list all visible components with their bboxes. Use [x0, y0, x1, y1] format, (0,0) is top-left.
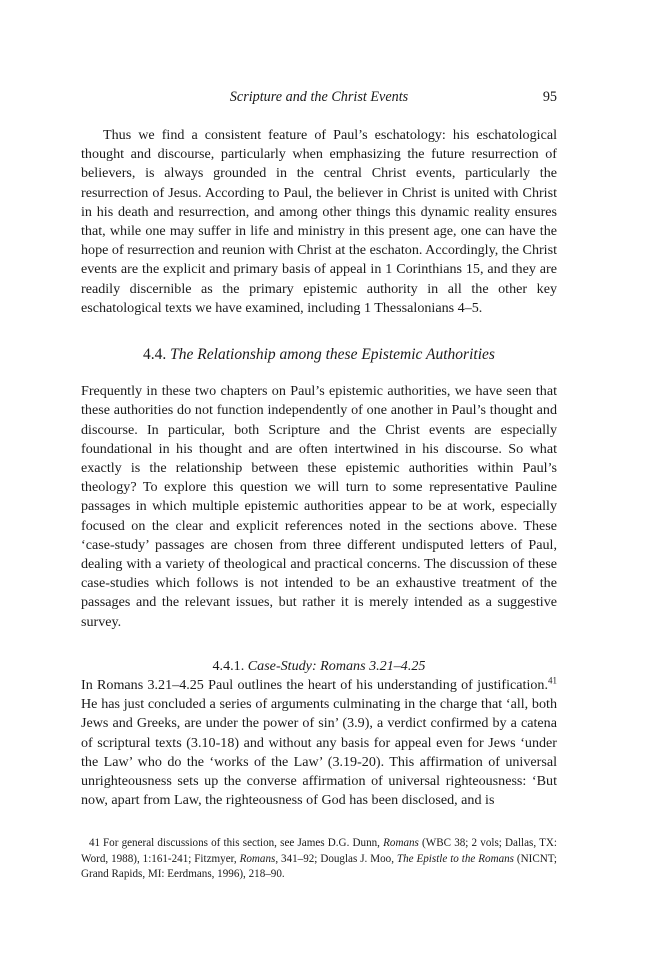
subsection-title: Case-Study: Romans 3.21–4.25	[247, 657, 426, 674]
footnote-work-title-3: The Epistle to the Romans	[396, 852, 514, 865]
paragraph-text-start: In Romans 3.21–4.25 Paul outlines the heart of his understanding of justification.	[81, 677, 548, 694]
paragraph-romans-case-study	[81, 676, 557, 810]
page-number: 95	[542, 89, 557, 105]
subsection-heading	[81, 657, 557, 676]
footnote-text-1: For general discussions of this section, see James D.G. Dunn,	[103, 837, 384, 849]
footnote-work-title-1: Romans	[383, 837, 419, 849]
paragraph-epistemic-relationship: Frequently in these two chapters on Paul’s epistemic authorities, we have seen that these authorities do not function independently of one another in Paul’s thought and discourse. In particular, both Scripture and the Christ events are especially foundational in his thought and are often intertwined in his discourse. So what exactly is the relationship between these epistemic authorities within Paul’s theology? To explore this question we will turn to some representative Pauline passages in which multiple epistemic authorities appear to be at work, especially focused on the clear and explicit references noted in the sections above. These ‘case-study’ passages are chosen from three different undisputed letters of Paul, dealing with a variety of theological and practical concerns. The discussion of these case-studies which follows is not intended to be an exhaustive treatment of the passages and the relevant issues, but rather it is merely intended as a suggestive survey.	[81, 383, 557, 630]
paragraph-eschatology-summary: Thus we find a consistent feature of Paul’s eschatology: his eschatological thought and discourse, particularly when emphasizing the future resurrection of believers, is always grounded in the central Christ events, particularly the resurrection of Jesus. According to Paul, the believer in Christ is united with Christ in his death and resurrection, and among other things this dynamic reality ensures that, while one may suffer in life and ministry in this present age, one can have the hope of resurrection and reunion with Christ at the eschaton. Accordingly, the Christ events are the explicit and primary basis of appeal in 1 Corinthians 15, and they are readily discernible as the primary epistemic authority in all the other key eschatological texts we have examined, including 1 Thessalonians 4–5.	[81, 127, 557, 316]
running-title: Scripture and the Christ Events	[229, 89, 409, 105]
footnote-work-title-2: Romans	[239, 852, 276, 865]
paragraph-text-continued: He has just concluded a series of arguments culminating in the charge that ‘all, both Jews and Greeks, are under the power of sin’ (3.9), a verdict confirmed by a catena of scriptural texts (3.10-18) and without any basis for appeal even for Jews ‘under the Law’ who do the ‘works of the Law’ (3.19-20). This affirmation of universal unrighteousness sets up the converse affirmation of universal righteousness: ‘But now, apart from Law, the righteousness of God has been disclosed, and is	[81, 696, 557, 809]
footnote-text-4: (NICNT; Grand Rapids, MI: Eerdmans, 1996), 218–90.	[81, 852, 557, 881]
body-text	[81, 126, 557, 811]
section-number: 4.4.	[143, 346, 167, 364]
section-title: The Relationship among these Epistemic Authorities	[170, 346, 495, 364]
footnote-reference[interactable]: 41	[548, 675, 557, 686]
subsection-number: 4.4.1.	[212, 657, 245, 674]
section-heading	[81, 345, 557, 364]
running-head	[81, 89, 557, 109]
footnote	[81, 836, 557, 883]
footnote-text-2: (WBC 38; 2 vols; Dallas, TX: Word, 1988), 1:161-241; Fitzmyer,	[81, 837, 557, 865]
footnote-text-3: , 341–92; Douglas J. Moo,	[275, 852, 397, 865]
footnote-number: 41	[89, 837, 101, 849]
